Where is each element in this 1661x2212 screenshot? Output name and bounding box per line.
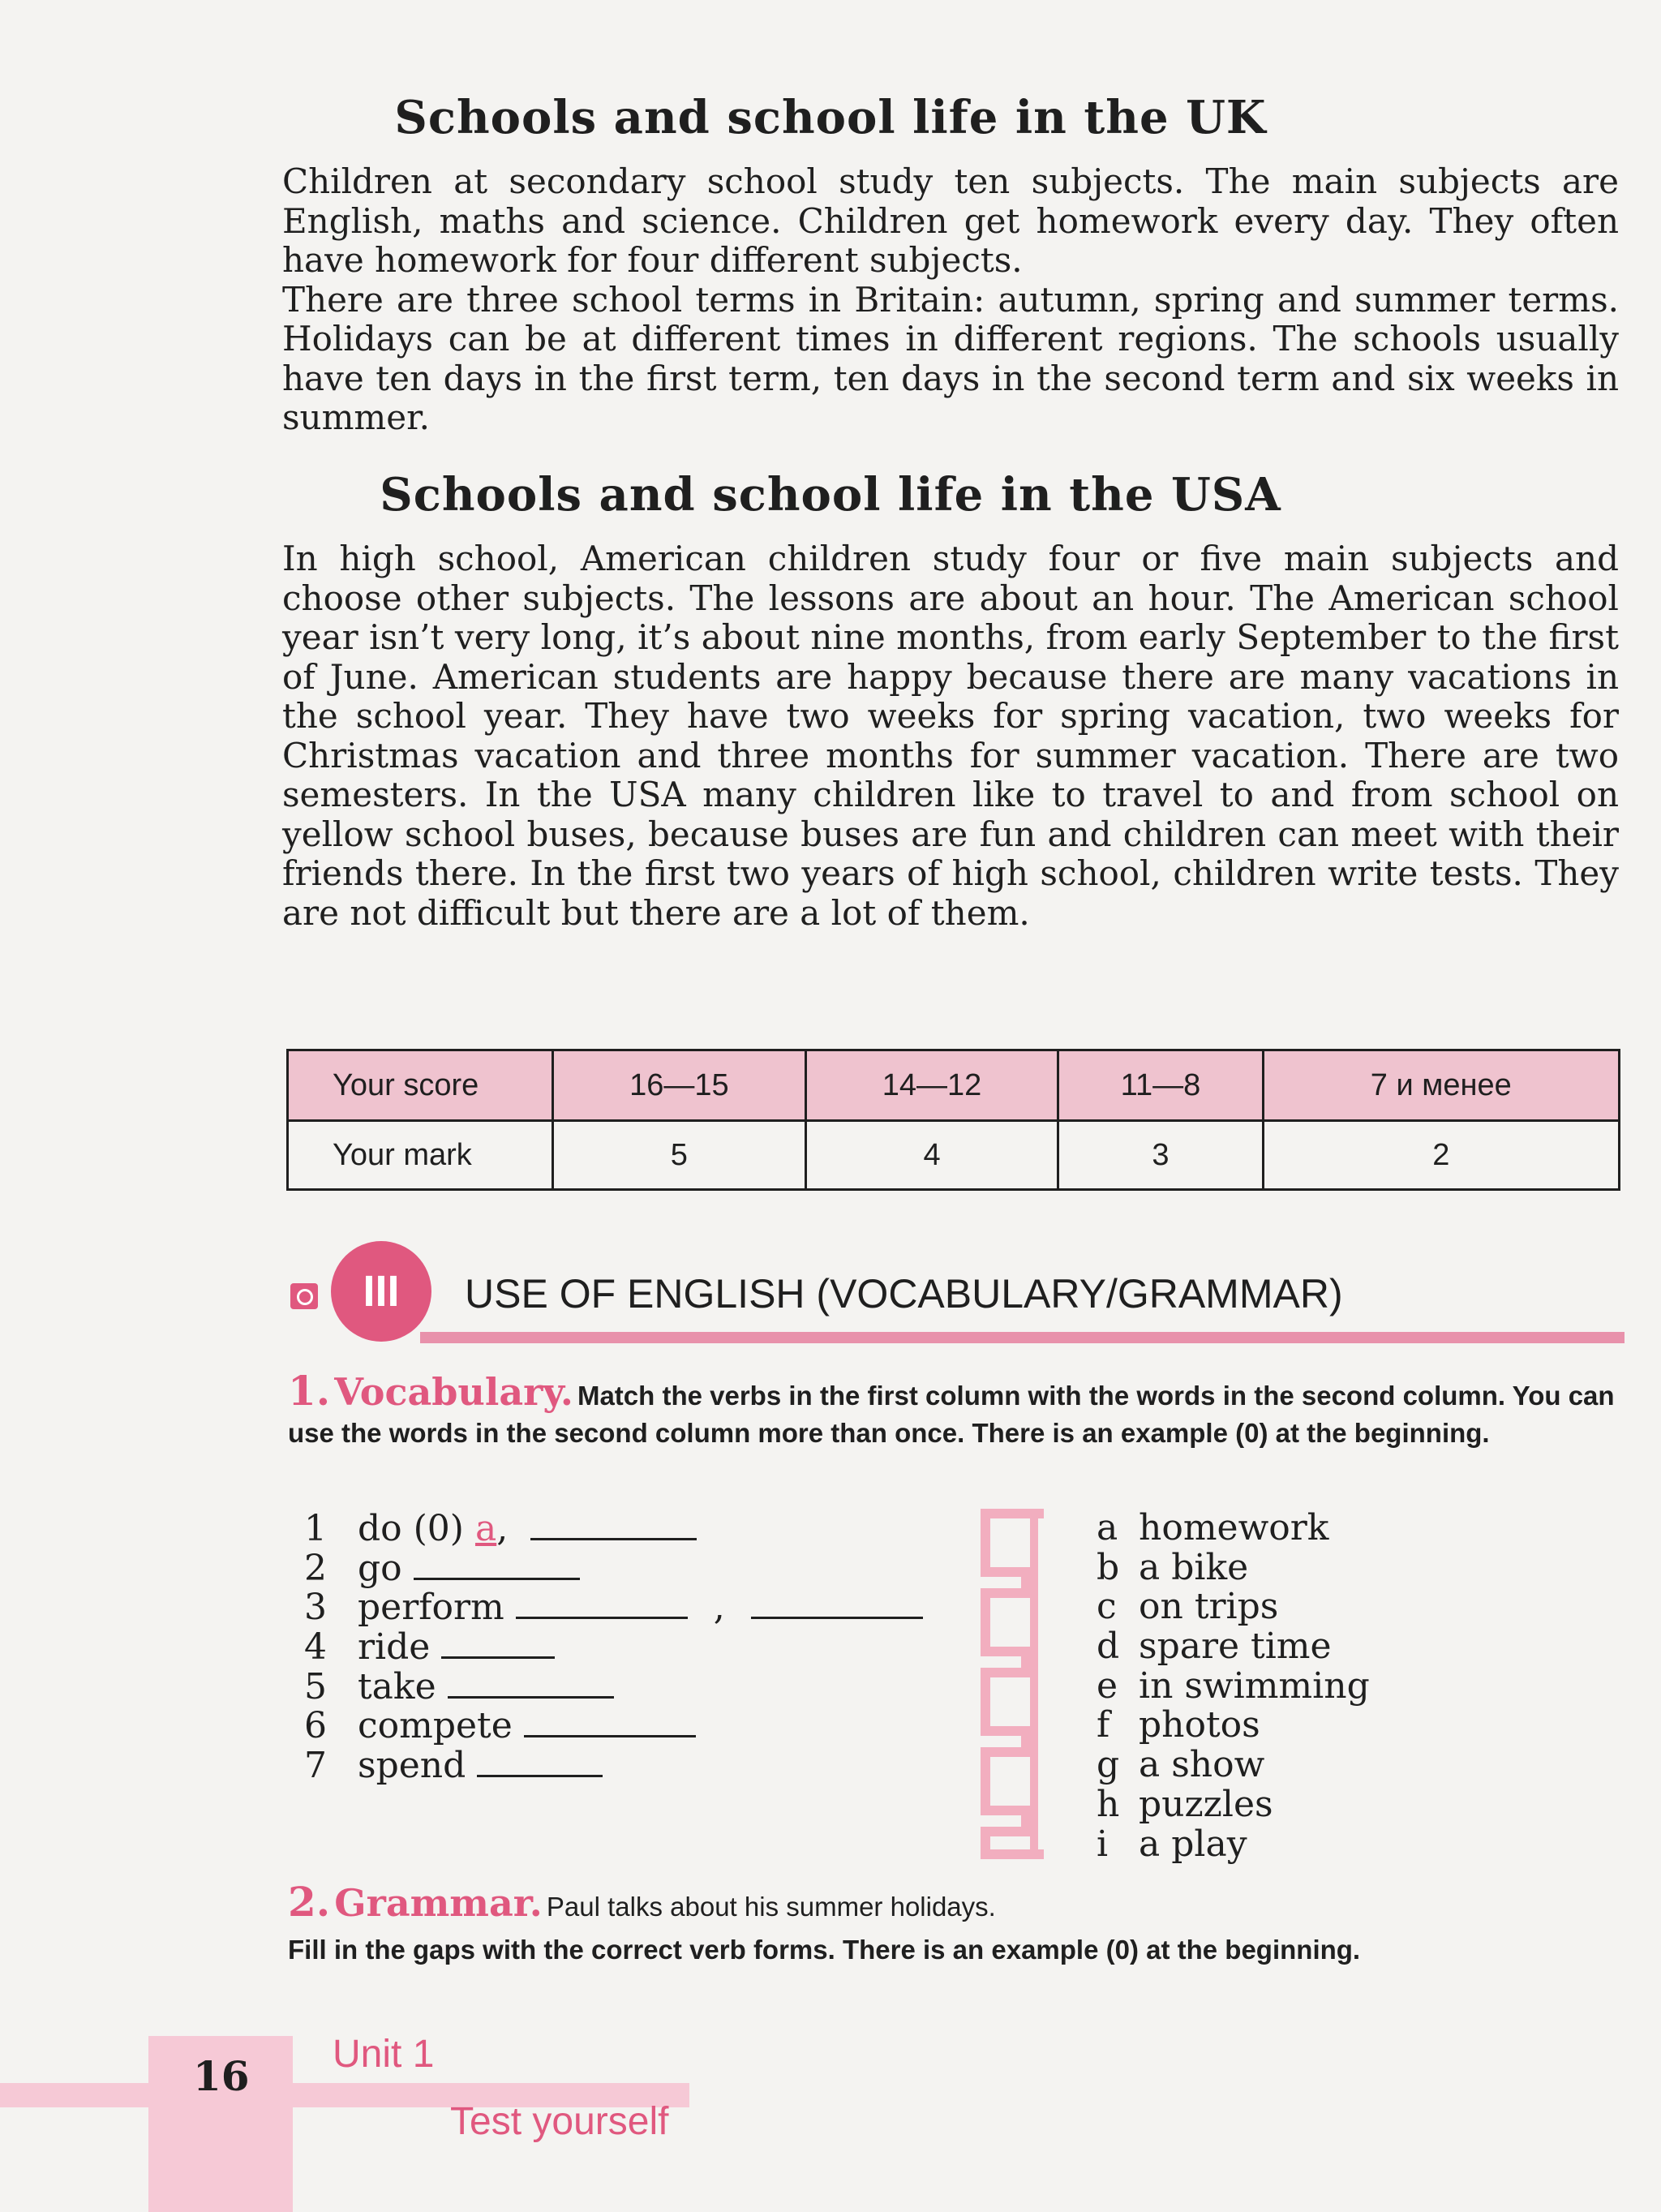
- usa-paragraph-1: In high school, American children study four or five main subjects and choose other subjects. The lessons are about an hour. The American school year isn’t very long, it’s about nine months, from early September to the first of June. American students are happy because there are many vacations in the school year. They have two weeks for spring vacation, two weeks for Christmas vacation and three months for summer vacation. There are two semesters. In the USA many children like to travel to and from school on yellow school buses, because buses are fun and children can meet with their friends there. In the first two years of high school, children write tests. They are not difficult but there are a lot of them.: [282, 539, 1619, 933]
- item-letter: d: [1097, 1626, 1120, 1668]
- task-2-number: 2.: [288, 1878, 331, 1926]
- item-letter: f: [1097, 1704, 1110, 1746]
- unit-label: Unit 1: [333, 2033, 435, 2076]
- task-2-heading: [288, 1880, 1625, 1966]
- mark-cell: 3: [1058, 1121, 1263, 1190]
- task-2-title: Grammar.: [334, 1881, 543, 1925]
- list-item: [304, 1746, 923, 1785]
- word: in swimming: [1139, 1664, 1370, 1707]
- word: puzzles: [1139, 1783, 1273, 1825]
- word: a bike: [1139, 1546, 1249, 1588]
- verb: perform: [358, 1587, 504, 1629]
- item-number: 5: [304, 1665, 327, 1707]
- uk-paragraph-2: There are three school terms in Britain: autumn, spring and summer terms. Holidays can be at different times in different regions. The schools usually have ten days in the first term, ten days in the second term and six weeks in summer.: [282, 279, 1619, 437]
- section-header: [290, 1241, 1625, 1355]
- score-cell: 11—8: [1058, 1050, 1263, 1121]
- list-item: [304, 1706, 923, 1746]
- answer-blank[interactable]: [414, 1548, 580, 1580]
- list-item: [1097, 1664, 1370, 1707]
- answer-blank[interactable]: [516, 1587, 688, 1619]
- verbs-column: [304, 1509, 923, 1785]
- section-roman-badge: III: [331, 1241, 431, 1342]
- section-divider: [420, 1332, 1625, 1343]
- item-letter: i: [1097, 1823, 1109, 1865]
- list-item: [1097, 1785, 1370, 1825]
- comma: ,: [713, 1587, 725, 1629]
- word: spare time: [1139, 1626, 1332, 1668]
- bracket-connector-icon: [977, 1509, 1050, 1859]
- task-1-heading: [288, 1367, 1625, 1454]
- word: homework: [1139, 1507, 1329, 1548]
- mark-cell: 5: [553, 1121, 806, 1190]
- word: a play: [1139, 1823, 1247, 1865]
- verb: take: [358, 1665, 436, 1707]
- item-number: 1: [304, 1508, 327, 1549]
- list-item: [304, 1509, 923, 1548]
- item-letter: c: [1097, 1586, 1117, 1628]
- task-2-lead: Paul talks about his summer holidays.: [546, 1892, 996, 1922]
- mark-table-row: [288, 1121, 1620, 1190]
- word: photos: [1139, 1704, 1260, 1746]
- list-item: [304, 1587, 923, 1627]
- uk-section-title: Schools and school life in the UK: [394, 91, 1267, 144]
- answer-blank[interactable]: [477, 1746, 603, 1777]
- task-2-instruction: Fill in the gaps with the correct verb forms. There is an example (0) at the beginning.: [288, 1935, 1361, 1965]
- answer-blank[interactable]: [448, 1667, 614, 1699]
- list-item: [1097, 1746, 1370, 1785]
- item-letter: a: [1097, 1507, 1118, 1548]
- answer-blank[interactable]: [751, 1587, 923, 1619]
- score-cell: 16—15: [553, 1050, 806, 1121]
- verb: compete: [358, 1705, 513, 1747]
- usa-text: [282, 539, 1619, 933]
- verb: ride: [358, 1626, 431, 1669]
- list-item: [304, 1667, 923, 1707]
- usa-section-title: Schools and school life in the USA: [380, 468, 1281, 522]
- mark-cell: 4: [805, 1121, 1058, 1190]
- mark-cell: Your mark: [288, 1121, 553, 1190]
- item-number: 4: [304, 1626, 327, 1669]
- word: a show: [1139, 1744, 1265, 1786]
- list-item: [1097, 1548, 1370, 1588]
- item-letter: h: [1097, 1783, 1120, 1825]
- item-number: 2: [304, 1547, 327, 1589]
- comma: ,: [496, 1508, 509, 1549]
- book-icon: [290, 1283, 318, 1309]
- answer-blank[interactable]: [524, 1706, 696, 1737]
- item-number: 6: [304, 1705, 327, 1747]
- verb: go: [358, 1547, 402, 1589]
- list-item: [304, 1627, 923, 1667]
- score-table-header-row: [288, 1050, 1620, 1121]
- task-1-title: Vocabulary.: [334, 1370, 573, 1414]
- score-table: [286, 1049, 1620, 1191]
- uk-paragraph-1: Children at secondary school study ten subjects. The main subjects are English, maths and science. Children get homework every day. They often have homework for four different subjects.: [282, 161, 1619, 280]
- list-item: [1097, 1706, 1370, 1746]
- footer-subtitle: Test yourself: [450, 2100, 669, 2143]
- verb: do (0): [358, 1508, 475, 1549]
- page-number: 16: [193, 2052, 250, 2100]
- mark-cell: 2: [1263, 1121, 1619, 1190]
- section-title: USE OF ENGLISH (VOCABULARY/GRAMMAR): [465, 1271, 1343, 1316]
- task-1-instruction: Match the verbs in the first column with the words in the second column. You can use the words in the second column more than once. There is an example (0) at the beginning.: [288, 1381, 1615, 1448]
- verb: spend: [358, 1745, 466, 1787]
- list-item: [1097, 1825, 1370, 1865]
- uk-text: [282, 162, 1619, 438]
- example-answer: a: [474, 1508, 497, 1549]
- list-item: [1097, 1627, 1370, 1667]
- list-item: [304, 1548, 923, 1588]
- answer-blank[interactable]: [530, 1509, 697, 1540]
- score-cell: 7 и менее: [1263, 1050, 1619, 1121]
- item-letter: g: [1097, 1744, 1120, 1786]
- task-1-number: 1.: [288, 1367, 331, 1415]
- words-column: [1097, 1509, 1370, 1864]
- list-item: [1097, 1509, 1370, 1548]
- item-letter: e: [1097, 1664, 1118, 1707]
- item-letter: b: [1097, 1546, 1120, 1588]
- item-number: 3: [304, 1587, 327, 1629]
- item-number: 7: [304, 1745, 327, 1787]
- word: on trips: [1139, 1586, 1279, 1628]
- list-item: [1097, 1587, 1370, 1627]
- answer-blank[interactable]: [441, 1627, 555, 1659]
- score-cell: 14—12: [805, 1050, 1058, 1121]
- score-cell: Your score: [288, 1050, 553, 1121]
